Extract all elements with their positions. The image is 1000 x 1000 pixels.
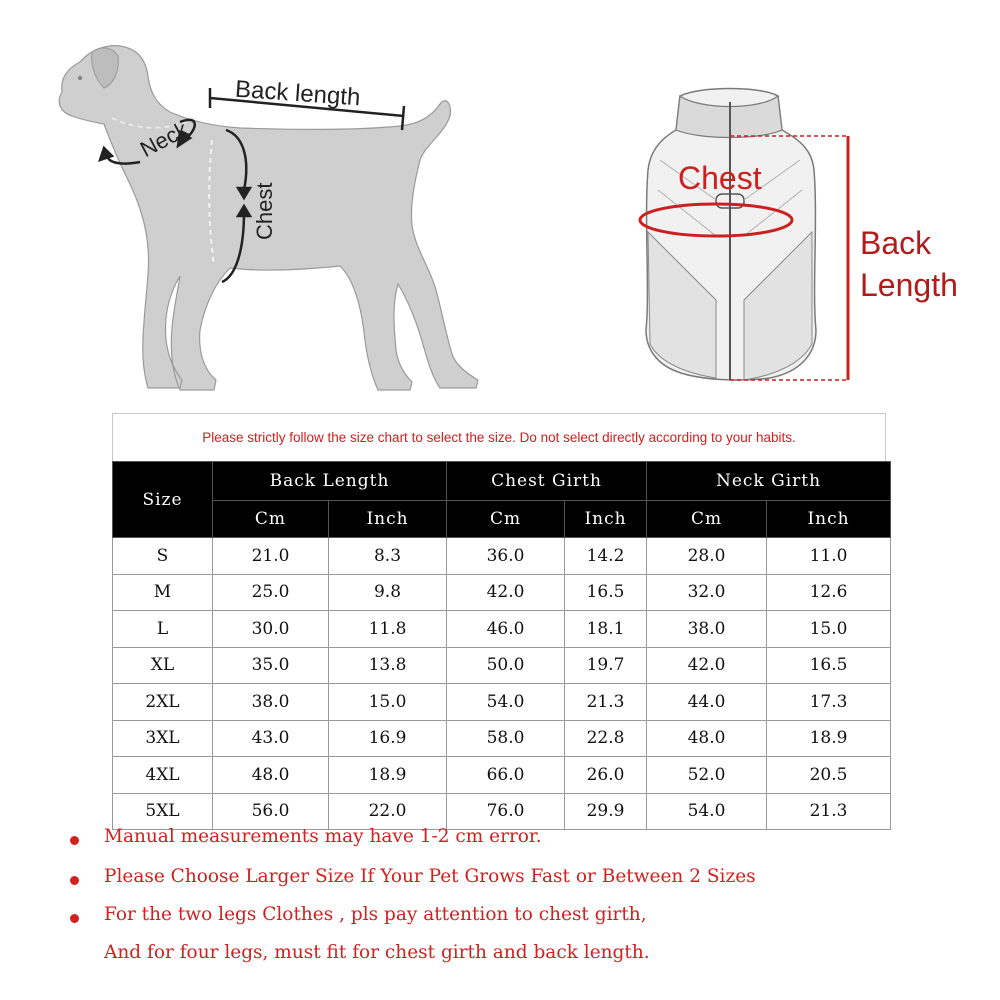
measurement-cell: 30.0 [213, 611, 329, 648]
unit-header: Inch [329, 501, 447, 538]
size-cell: XL [113, 647, 213, 684]
measurement-cell: 66.0 [447, 757, 565, 794]
measurement-cell: 36.0 [447, 538, 565, 575]
neck-label: Neck [136, 116, 192, 163]
table-row [113, 684, 891, 721]
unit-header: Cm [213, 501, 329, 538]
measurement-cell: 52.0 [647, 757, 767, 794]
unit-header: Inch [565, 501, 647, 538]
measurement-cell: 21.3 [767, 793, 891, 830]
unit-header: Cm [447, 501, 565, 538]
measurement-cell: 21.0 [213, 538, 329, 575]
vest-chest-label: Chest [678, 160, 762, 196]
measurement-cell: 29.9 [565, 793, 647, 830]
measurement-cell: 54.0 [647, 793, 767, 830]
measurement-cell: 43.0 [213, 720, 329, 757]
measurement-cell: 15.0 [329, 684, 447, 721]
measurement-cell: 32.0 [647, 574, 767, 611]
measurement-cell: 19.7 [565, 647, 647, 684]
measurement-cell: 44.0 [647, 684, 767, 721]
measurement-cell: 48.0 [647, 720, 767, 757]
measurement-cell: 12.6 [767, 574, 891, 611]
note-text: Please Choose Larger Size If Your Pet Grows Fast or Between 2 Sizes [104, 866, 756, 887]
note-text: For the two legs Clothes , pls pay attention to chest girth, [104, 904, 647, 925]
bullet-icon [70, 876, 79, 885]
measurement-cell: 18.1 [565, 611, 647, 648]
unit-header: Inch [767, 501, 891, 538]
size-table-body [113, 538, 891, 830]
measurement-cell: 48.0 [213, 757, 329, 794]
note-text: And for four legs, must fit for chest girth and back length. [104, 942, 650, 963]
notice-text: Please strictly follow the size chart to select the size. Do not select directly according to your habits. [202, 430, 796, 445]
measurement-cell: 8.3 [329, 538, 447, 575]
measurement-cell: 35.0 [213, 647, 329, 684]
size-cell: 5XL [113, 793, 213, 830]
measurement-cell: 25.0 [213, 574, 329, 611]
measurement-cell: 13.8 [329, 647, 447, 684]
measurement-cell: 42.0 [447, 574, 565, 611]
unit-header: Cm [647, 501, 767, 538]
vest-back-label-line1: Back [860, 225, 932, 261]
measurement-cell: 18.9 [767, 720, 891, 757]
size-chart-table [112, 461, 891, 830]
measurement-cell: 26.0 [565, 757, 647, 794]
size-cell: S [113, 538, 213, 575]
measurement-cell: 21.3 [565, 684, 647, 721]
table-row [113, 538, 891, 575]
measurement-cell: 58.0 [447, 720, 565, 757]
back-length-header: Back Length [213, 462, 447, 501]
measurement-cell: 46.0 [447, 611, 565, 648]
neck-girth-header: Neck Girth [647, 462, 891, 501]
size-header: Size [113, 462, 213, 538]
measurement-cell: 76.0 [447, 793, 565, 830]
measurement-cell: 42.0 [647, 647, 767, 684]
measurement-cell: 18.9 [329, 757, 447, 794]
measurement-cell: 16.5 [565, 574, 647, 611]
measurement-cell: 16.5 [767, 647, 891, 684]
measurement-cell: 56.0 [213, 793, 329, 830]
measurement-cell: 11.8 [329, 611, 447, 648]
measurement-cell: 9.8 [329, 574, 447, 611]
chest-label: Chest [252, 182, 277, 240]
vest-back-length-label [860, 222, 958, 306]
measurement-cell: 50.0 [447, 647, 565, 684]
measurement-cell: 54.0 [447, 684, 565, 721]
size-cell: L [113, 611, 213, 648]
bullet-icon [70, 836, 79, 845]
size-cell: 2XL [113, 684, 213, 721]
measurement-cell: 11.0 [767, 538, 891, 575]
table-row [113, 574, 891, 611]
measurement-cell: 14.2 [565, 538, 647, 575]
table-row [113, 793, 891, 830]
notice-box [112, 413, 886, 461]
size-cell: M [113, 574, 213, 611]
vest-icon [640, 89, 848, 381]
measurement-cell: 22.8 [565, 720, 647, 757]
note-text: Manual measurements may have 1-2 cm error. [104, 826, 542, 847]
measurement-illustration [0, 0, 1000, 400]
size-cell: 3XL [113, 720, 213, 757]
table-row [113, 720, 891, 757]
measurement-cell: 17.3 [767, 684, 891, 721]
measurement-cell: 38.0 [213, 684, 329, 721]
vest-back-label-line2: Length [860, 267, 958, 303]
size-cell: 4XL [113, 757, 213, 794]
measurement-cell: 38.0 [647, 611, 767, 648]
measurement-cell: 28.0 [647, 538, 767, 575]
back-length-label: Back length [234, 75, 362, 112]
chest-girth-header: Chest Girth [447, 462, 647, 501]
measurement-cell: 16.9 [329, 720, 447, 757]
table-row [113, 611, 891, 648]
bullet-icon [70, 914, 79, 923]
measurement-cell: 22.0 [329, 793, 447, 830]
measurement-cell: 15.0 [767, 611, 891, 648]
table-row [113, 647, 891, 684]
table-row [113, 757, 891, 794]
measurement-cell: 20.5 [767, 757, 891, 794]
